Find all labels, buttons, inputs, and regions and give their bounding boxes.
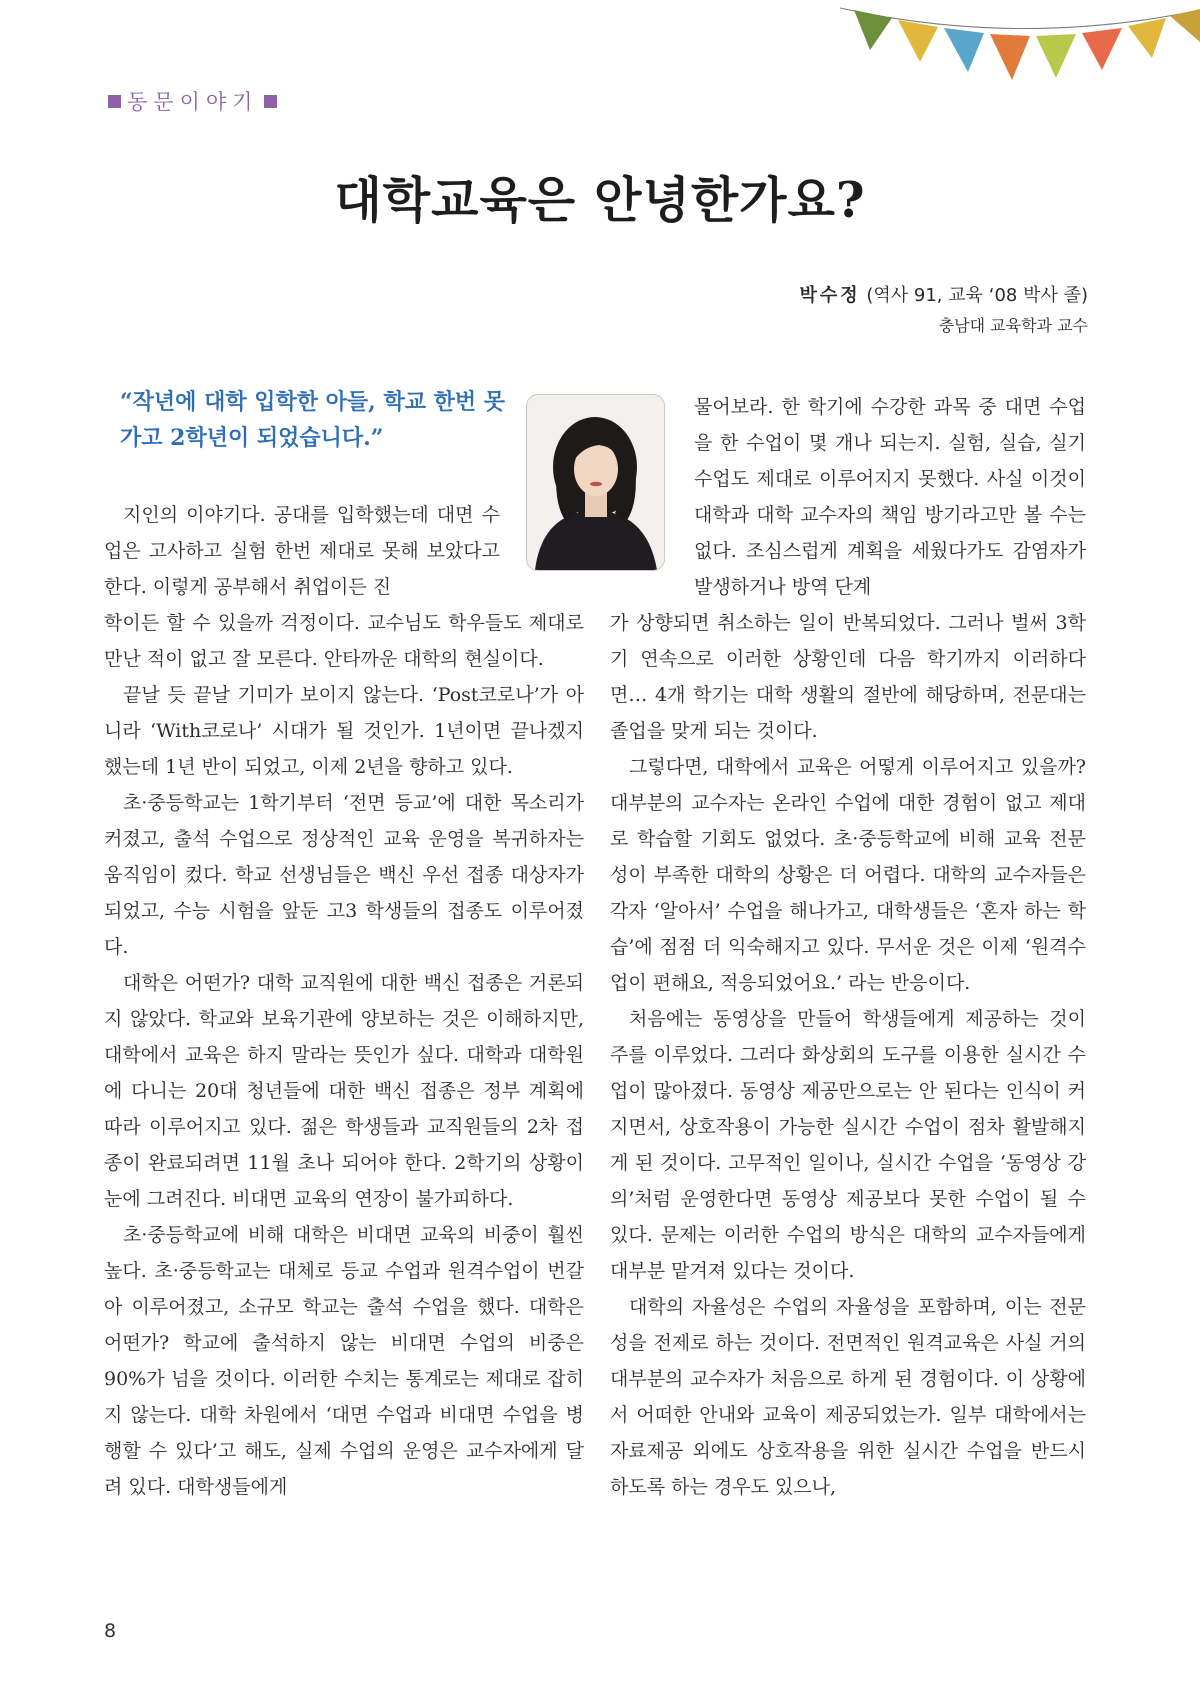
body-column-right bbox=[610, 605, 1086, 1505]
body-column-left-top bbox=[104, 497, 500, 605]
paragraph: 대학은 어떤가? 대학 교직원에 대한 백신 접종은 거론되지 않았다. 학교와 보육기관에 양보하는 것은 이해하지만, 대학에서 교육은 하지 말라는 뜻인가 싶다. 대학과 대학원에 다니는 20대 청년들에 대한 백신 접종은 정부 계획에 따라 이루어지고 있다. 젊은 학생들과 교직원들의 2차 접종이 완료되려면 11월 초나 되어야 한다. 2학기의 상황이 눈에 그려진다. 비대면 교육의 연장이 불가피하다. bbox=[104, 972, 584, 1210]
pennant-flag bbox=[990, 34, 1030, 80]
square-bullet-icon bbox=[264, 95, 277, 108]
paragraph: 끝날 듯 끝날 기미가 보이지 않는다. ‘Post코로나’가 아니라 ‘With코로나’ 시대가 될 것인가. 1년이면 끝나겠지 했는데 1년 반이 되었고, 이제 2년을 향하고 있다. bbox=[104, 684, 584, 778]
body-column-left bbox=[104, 605, 584, 1505]
page-number: 8 bbox=[104, 1620, 117, 1642]
article-title: 대학교육은 안녕한가요? bbox=[334, 171, 866, 229]
paragraph: 대학의 자율성은 수업의 자율성을 포함하며, 이는 전문성을 전제로 하는 것이다. 전면적인 원격교육은 사실 거의 대부분의 교수자가 처음으로 하게 된 경험이다. 이 상황에서 어떠한 안내와 교육이 제공되었는가. 일부 대학에서는 자료제공 외에도 상호작용을 위한 실시간 수업을 반드시 하도록 하는 경우도 있으나, bbox=[610, 1296, 1086, 1498]
paragraph: 학이든 할 수 있을까 걱정이다. 교수님도 학우들도 제대로 만난 적이 없고 잘 모른다. 안타까운 대학의 현실이다. bbox=[104, 612, 584, 670]
author-photo bbox=[526, 394, 665, 571]
section-tag bbox=[102, 86, 283, 116]
paragraph: 초·중등학교에 비해 대학은 비대면 교육의 비중이 훨씬 높다. 초·중등학교는 대체로 등교 수업과 원격수업이 번갈아 이루어졌고, 소규모 학교는 출석 수업을 했다. 대학은 어떤가? 학교에 출석하지 않는 비대면 수업의 비중은 90%가 넘을 것이다. 이러한 수치는 통계로는 제대로 잡히지 않는다. 대학 차원에서 ‘대면 수업과 비대면 수업을 병행할 수 있다’고 해도, 실제 수업의 운영은 교수자에게 달려 있다. 대학생들에게 bbox=[104, 1224, 584, 1498]
author-credentials: (역사 91, 교육 ‘08 박사 졸) bbox=[866, 285, 1088, 306]
pull-quote: “작년에 대학 입학한 아들, 학교 한번 못가고 2학년이 되었습니다.” bbox=[120, 389, 506, 451]
square-bullet-icon bbox=[108, 95, 121, 108]
author-position: 충남대 교육학과 교수 bbox=[938, 316, 1088, 335]
paragraph: 초·중등학교는 1학기부터 ‘전면 등교’에 대한 목소리가 커졌고, 출석 수업으로 정상적인 교육 운영을 복귀하자는 움직임이 컸다. 학교 선생님들은 백신 우선 접종 대상자가 되었고, 수능 시험을 앞둔 고3 학생들의 접종도 이루어졌다. bbox=[104, 792, 584, 958]
portrait-illustration bbox=[527, 395, 664, 570]
paragraph: 그렇다면, 대학에서 교육은 어떻게 이루어지고 있을까? 대부분의 교수자는 온라인 수업에 대한 경험이 없고 제대로 학습할 기회도 없었다. 초·중등학교에 비해 교육 전문성이 부족한 대학의 상황은 더 어렵다. 대학의 교수자들은 각자 ‘알아서’ 수업을 해나가고, 대학생들은 ‘혼자 하는 학습’에 점점 더 익숙해지고 있다. 무서운 것은 이제 ‘원격수업이 편해요, 적응되었어요.’ 라는 반응이다. bbox=[610, 756, 1086, 994]
author-name: 박수정 bbox=[799, 285, 861, 306]
paragraph: 가 상향되면 취소하는 일이 반복되었다. 그러나 벌써 3학기 연속으로 이러한 상황인데 다음 학기까지 이러하다면… 4개 학기는 대학 생활의 절반에 해당하며, 전문대는 졸업을 맞게 되는 것이다. bbox=[610, 612, 1086, 742]
pennant-flag bbox=[898, 20, 938, 62]
body-column-right-top bbox=[694, 389, 1086, 605]
pennant-flag bbox=[1128, 18, 1166, 58]
pennant-flag bbox=[1082, 28, 1122, 70]
author-byline bbox=[799, 280, 1088, 340]
paragraph: 물어보라. 한 학기에 수강한 과목 중 대면 수업을 한 수업이 몇 개나 되는지. 실험, 실습, 실기 수업도 제대로 이루어지지 못했다. 사실 이것이 대학과 대학 교수자의 책임 방기라고만 볼 수는 없다. 조심스럽게 계획을 세웠다가도 감염자가 발생하거나 방역 단계 bbox=[694, 396, 1086, 598]
pennant-flag bbox=[1170, 9, 1200, 42]
pennant-flag bbox=[854, 10, 892, 50]
pennant-flag bbox=[1036, 34, 1076, 78]
paragraph: 지인의 이야기다. 공대를 입학했는데 대면 수업은 고사하고 실험 한번 제대로 못해 보았다고 한다. 이렇게 공부해서 취업이든 진 bbox=[104, 504, 500, 598]
pennant-flag bbox=[944, 28, 984, 72]
bunting-decoration bbox=[840, 0, 1200, 95]
section-label: 동문이야기 bbox=[127, 90, 259, 114]
paragraph: 처음에는 동영상을 만들어 학생들에게 제공하는 것이 주를 이루었다. 그러다 화상회의 도구를 이용한 실시간 수업이 많아졌다. 동영상 제공만으로는 안 된다는 인식이 커지면서, 상호작용이 가능한 실시간 수업이 점차 활발해지게 된 것이다. 고무적인 일이나, 실시간 수업을 ‘동영상 강의’처럼 운영한다면 동영상 제공보다 못한 수업이 될 수 있다. 문제는 이러한 수업의 방식은 대학의 교수자들에게 대부분 맡겨져 있다는 것이다. bbox=[610, 1008, 1086, 1282]
